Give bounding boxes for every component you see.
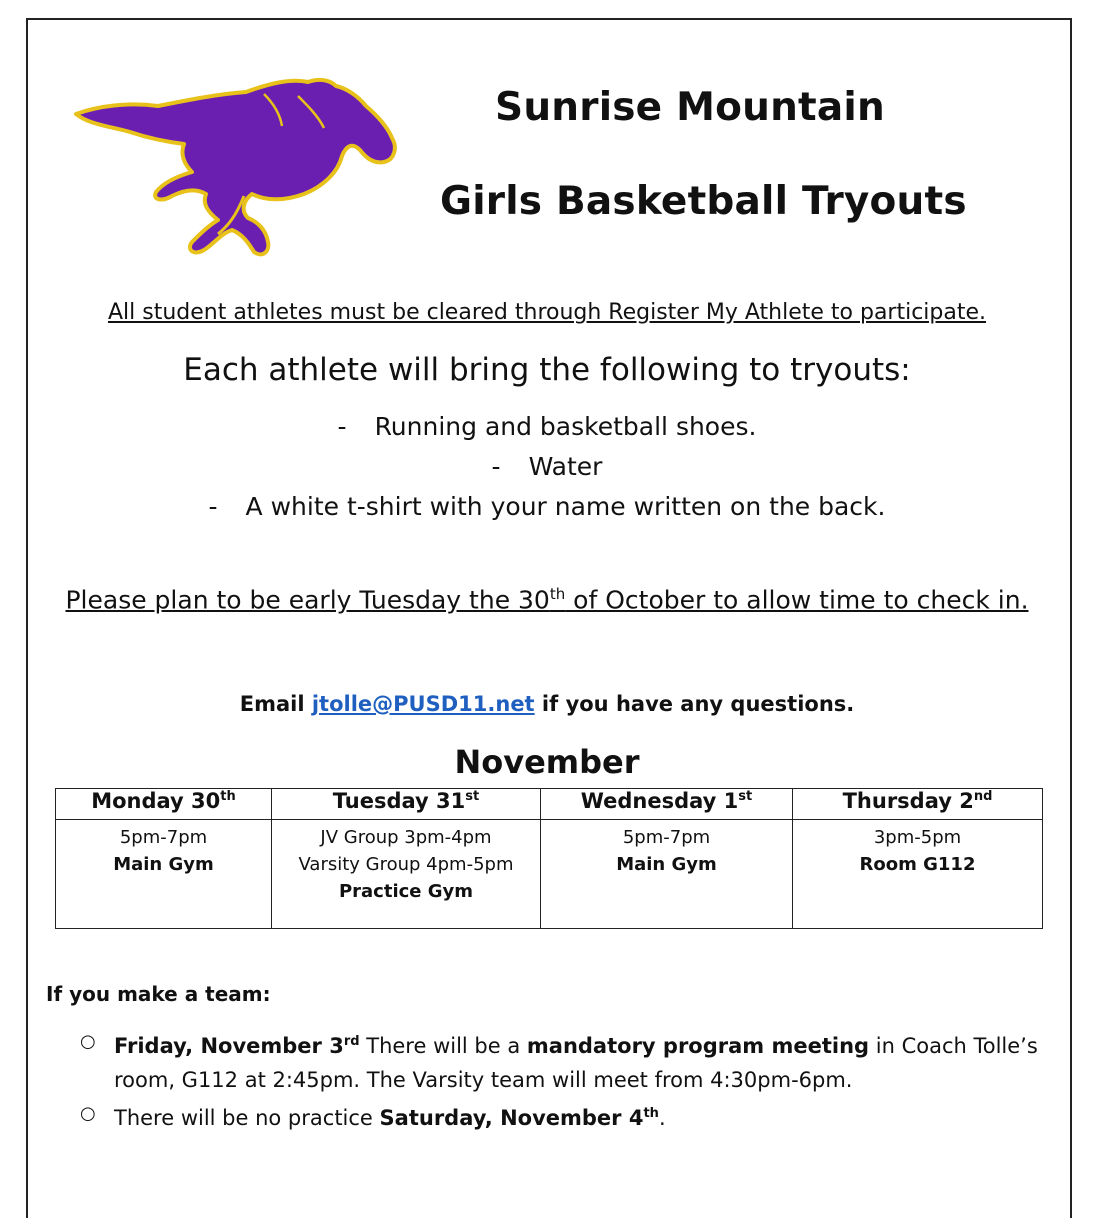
bullet-text: . [658, 1106, 666, 1130]
time-text: 5pm-7pm [622, 827, 711, 848]
column-header-monday [56, 789, 272, 820]
table-header-row [56, 789, 1043, 820]
dash-bullet: - [208, 492, 218, 521]
cell-thursday [793, 820, 1043, 929]
ordinal-suffix: rd [343, 1034, 360, 1049]
bullet-text: There will be no practice [114, 1106, 380, 1130]
day-label: Thursday 2 [842, 789, 974, 813]
bring-item-text: Running and basketball shoes. [374, 412, 757, 441]
location-text: Main Gym [113, 854, 214, 875]
bullet-text: in Coach Tolle’s room, G112 at 2:45pm. The Varsity team will meet from 4:30pm-6pm. [114, 1034, 1038, 1092]
schedule-month: November [454, 743, 640, 781]
meeting-date: Friday, November 3 [114, 1034, 344, 1058]
location-text: Main Gym [616, 854, 717, 875]
column-header-thursday [793, 789, 1043, 820]
day-label: Tuesday 31 [332, 789, 466, 813]
bring-item-text: Water [528, 452, 603, 481]
cell-wednesday [541, 820, 793, 929]
contact-line [0, 692, 1094, 716]
location-text: Practice Gym [338, 881, 474, 902]
location-text: Room G112 [859, 854, 976, 875]
tryout-schedule-table [55, 788, 1043, 929]
bring-item-shoes [0, 412, 1094, 441]
ordinal-suffix: st [465, 789, 480, 804]
ordinal-suffix: th [220, 789, 236, 804]
arrival-note-text: Please plan to be early Tuesday the 30 [65, 585, 550, 615]
column-header-tuesday [272, 789, 541, 820]
bring-item-text: A white t-shirt with your name written on the back. [245, 492, 886, 521]
meeting-emphasis: mandatory program meeting [526, 1034, 870, 1058]
dash-bullet: - [337, 412, 347, 441]
bring-item-water [0, 452, 1094, 481]
cell-monday [56, 820, 272, 929]
circle-bullet-icon: ○ [80, 1031, 96, 1052]
team-bullet-list [80, 1025, 1040, 1135]
column-header-wednesday [541, 789, 793, 820]
contact-prefix: Email [239, 692, 312, 716]
dash-bullet: - [491, 452, 501, 481]
day-label: Wednesday 1 [580, 789, 739, 813]
contact-suffix: if you have any questions. [534, 692, 855, 716]
circle-bullet-icon: ○ [80, 1103, 96, 1124]
time-text: JV Group 3pm-4pm [320, 827, 492, 848]
day-label: Monday 30 [91, 789, 221, 813]
bring-heading: Each athlete will bring the following to tryouts: [183, 352, 911, 388]
time-text: 5pm-7pm [119, 827, 208, 848]
title-event: Girls Basketball Tryouts [440, 179, 967, 224]
mustang-body-shape [76, 80, 395, 254]
mustang-logo-icon [68, 76, 412, 260]
ordinal-suffix: nd [973, 789, 993, 804]
arrival-note [0, 585, 1094, 614]
ordinal-suffix: th [549, 585, 566, 603]
title-school: Sunrise Mountain [495, 85, 885, 130]
ordinal-suffix: st [738, 789, 753, 804]
cell-tuesday [272, 820, 541, 929]
clearance-notice: All student athletes must be cleared through Register My Athlete to participate. [107, 300, 987, 325]
bullet-text: There will be a [359, 1034, 527, 1058]
list-item [80, 1097, 1040, 1135]
ordinal-suffix: th [643, 1106, 659, 1121]
arrival-note-text-end: of October to allow time to check in. [565, 585, 1029, 615]
no-practice-date: Saturday, November 4 [379, 1106, 644, 1130]
list-item [80, 1025, 1040, 1097]
table-row [56, 820, 1043, 929]
team-heading: If you make a team: [46, 982, 271, 1006]
email-link[interactable]: jtolle@PUSD11.net [311, 692, 535, 716]
time-text: 3pm-5pm [873, 827, 962, 848]
time-text: Varsity Group 4pm-5pm [298, 854, 514, 875]
bring-item-tshirt [0, 492, 1094, 521]
